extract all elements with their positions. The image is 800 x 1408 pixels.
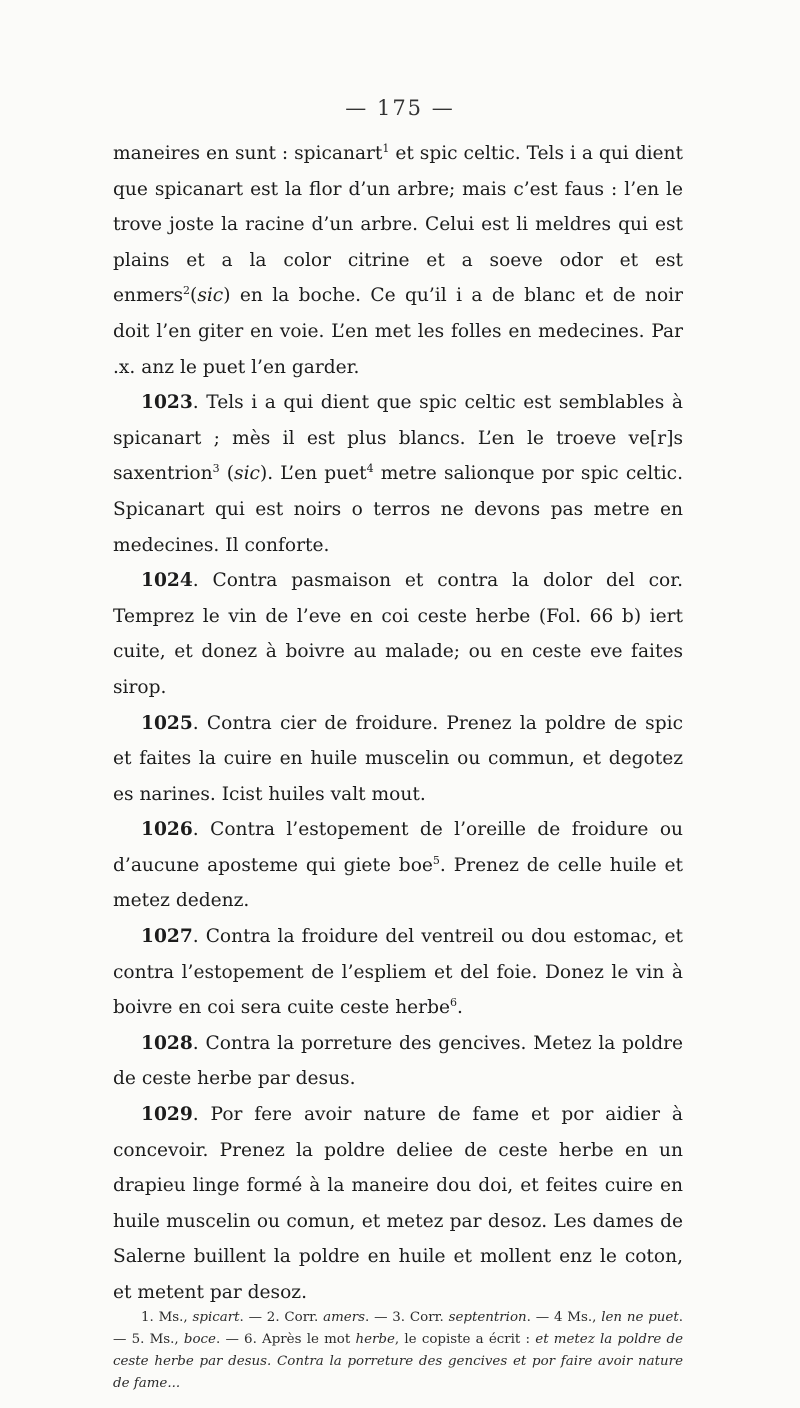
italic-text: sic	[234, 463, 260, 485]
italic-text: septentrion	[448, 1310, 527, 1325]
text-run: . — 2. Corr.	[239, 1310, 324, 1325]
entry-number: 1024	[141, 570, 193, 592]
italic-text: et metez la poldre de ceste herbe par desus. Contra la porreture des gencives et por faire avoir nature de fame...	[113, 1332, 683, 1391]
footnote-ref: 5	[432, 853, 440, 867]
text-run: . Contra l’estopement de l’oreille de froidure ou d’aucune aposteme qui giete boe	[113, 819, 683, 876]
text-run: . Prenez de celle huile et metez dedenz.	[113, 854, 683, 912]
text-run: maneires en sunt : spicanart	[113, 143, 383, 164]
italic-text: spicart	[192, 1310, 240, 1325]
text-run: .	[456, 997, 463, 1019]
entry-number: 1029	[141, 1104, 193, 1126]
text-run: . — 4 Ms.,	[526, 1310, 602, 1325]
italic-text: boce	[183, 1332, 216, 1347]
body-text	[113, 136, 683, 1311]
paragraph-entry	[113, 385, 683, 563]
entry-number: 1025	[141, 712, 193, 734]
footnote-ref: 6	[449, 996, 457, 1010]
paragraph-entry	[113, 1097, 683, 1311]
text-run: . Contra la porreture des gencives. Metez la poldre de ceste herbe par desus.	[113, 1032, 683, 1090]
text-run: ). L’en puet	[259, 463, 367, 485]
text-run: . — 5. Ms.,	[113, 1310, 683, 1347]
italic-text: amers	[323, 1310, 365, 1325]
entry-number: 1028	[141, 1032, 193, 1054]
entry-number: 1026	[141, 819, 193, 841]
paragraph-entry	[113, 919, 683, 1026]
italic-text: herbe	[355, 1332, 395, 1347]
text-run: et spic celtic. Tels i a qui dient que spicanart est la flor d’un arbre; mais c’est faus : l’en le trove joste la racine d’un arbre. Celui est li meldres qui est plains et a la color citrine et a soeve odor et est enmers	[113, 143, 683, 307]
text-run: (	[219, 463, 235, 485]
footnote-ref: 3	[212, 462, 220, 476]
text-run: . Contra pasmaison et contra la dolor del cor. Temprez le vin de l’eve en coi ceste herbe (Fol. 66 b) iert cuite, et donez à boivre au malade; ou en ceste eve faites sirop.	[113, 570, 683, 698]
entry-number: 1027	[141, 926, 193, 948]
text-run: metre salionque por spic celtic. Spicanart qui est noirs o terros ne devons pas metre en medecines. Il conforte.	[113, 463, 683, 556]
paragraph-continued	[113, 136, 683, 385]
footnote-ref: 2	[183, 284, 191, 298]
entry-number: 1023	[141, 392, 193, 414]
footnote-ref: 4	[366, 462, 374, 476]
footnotes	[113, 1307, 683, 1395]
text-run: . Contra la froidure del ventreil ou dou estomac, et contra l’estopement de l’espliem et del foie. Donez le vin à boivre en coi sera cuite ceste herbe	[113, 926, 683, 1019]
italic-text: len ne puet	[601, 1310, 679, 1325]
text-run: . Por fere avoir nature de fame et por aidier à concevoir. Prenez la poldre deliee de ceste herbe en un drapieu linge formé à la maneire dou doi, et feites cuire en huile muscelin ou comun, et metez par desoz. Les dames de Salerne buillent la poldre en huile et mollent enz le coton, et metent par desoz.	[113, 1104, 683, 1303]
paragraph-entry	[113, 706, 683, 813]
text-run: , le copiste a écrit :	[394, 1332, 536, 1347]
paragraph-entry	[113, 1026, 683, 1097]
paragraph-entry	[113, 563, 683, 705]
text-run: (	[190, 285, 198, 307]
footnote-text	[113, 1307, 683, 1395]
paragraph-entry	[113, 812, 683, 919]
text-run: . — 6. Après le mot	[215, 1332, 356, 1347]
footnote-ref: 1	[382, 141, 390, 155]
text-run: . Contra cier de froidure. Prenez la poldre de spic et faites la cuire en huile muscelin ou commun, et degotez es narines. Icist huiles valt mout.	[113, 712, 683, 805]
italic-text: sic	[197, 285, 224, 307]
text-run: 1. Ms.,	[141, 1310, 193, 1325]
text-run: . — 3. Corr.	[365, 1310, 449, 1325]
text-run: ) en la boche. Ce qu’il i a de blanc et de noir doit l’en giter en voie. L’en met les folles en medecines. Par .x. anz le puet l’en garder.	[113, 285, 683, 378]
text-run: . Tels i a qui dient que spic celtic est semblables à spicanart ; mès il est plus blancs. L’en le troeve ve[r]s saxentrion	[113, 392, 683, 485]
page-number: — 175 —	[345, 96, 455, 120]
